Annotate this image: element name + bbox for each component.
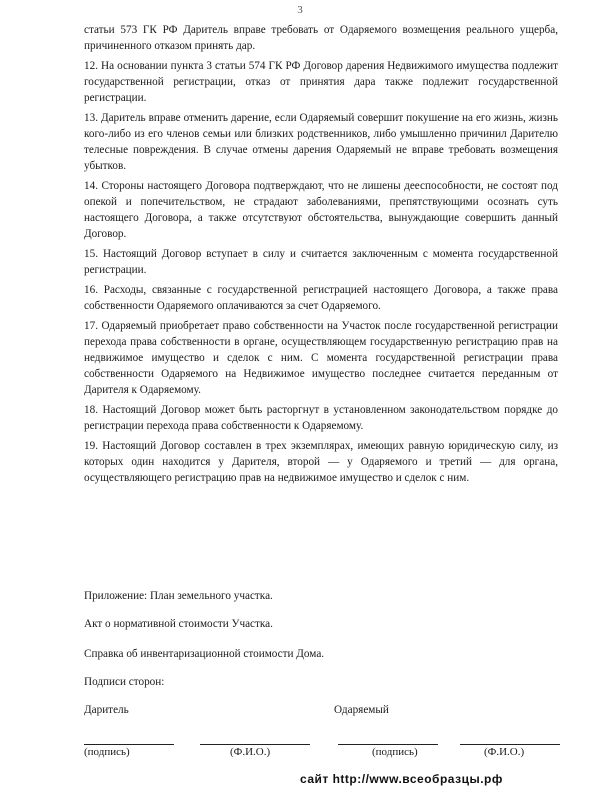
paragraph-12: 12. На основании пункта 3 статьи 574 ГК РФ Договор дарения Недвижимого имущества подлежит государственной регистрации, отказ от принятия дара также подлежит государственной регистрации. (84, 60, 558, 104)
recipient-label: Одаряемый (334, 704, 389, 716)
paragraph-15: 15. Настоящий Договор вступает в силу и считается заключенным с момента государственной регистрации. (84, 248, 558, 276)
signature-block (84, 704, 564, 764)
paragraph-17: 17. Одаряемый приобретает право собственности на Участок после государственной регистрации перехода права собственности в органе, осуществляющем государственную регистрацию прав на недвижимое имущество и сделок с ним. С момента государственной регистрации права собственности Одаряемого на Недвижимое имущество последнее считается переданным от Дарителя к Одаряемому. (84, 320, 558, 396)
paragraph-14: 14. Стороны настоящего Договора подтверждают, что не лишены дееспособности, не состоят под опекой и попечительством, не страдают заболеваниями, препятствующими осознать суть настоящего Договора, а также отсутствуют обстоятельства, вынуждающие совершить данный Договор. (84, 180, 558, 240)
paragraph-19: 19. Настоящий Договор составлен в трех экземплярах, имеющих равную юридическую силу, из которых один находится у Дарителя, второй — у Одаряемого и третий — для органа, осуществляющего регистрацию прав на недвижимое имущество и сделок с ним. (84, 440, 558, 484)
donor-signature-caption: (подпись) (84, 746, 130, 758)
paragraph-16: 16. Расходы, связанные с государственной регистрацией настоящего Договора, а также права собственности Одаряемого оплачиваются за счет Одаряемого. (84, 284, 558, 312)
recipient-signature-line (338, 744, 438, 745)
attachment-inventory-certificate: Справка об инвентаризационной стоимости Дома. (84, 648, 325, 660)
recipient-name-caption: (Ф.И.О.) (484, 746, 525, 758)
donor-label: Даритель (84, 704, 129, 716)
site-watermark: сайт http://www.всеобразцы.рф (300, 772, 503, 786)
contract-body (84, 22, 558, 490)
donor-signature-line (84, 744, 174, 745)
signatures-heading: Подписи сторон: (84, 676, 165, 688)
attachment-normative-act: Акт о нормативной стоимости Участка. (84, 618, 273, 630)
recipient-signature-caption: (подпись) (372, 746, 418, 758)
paragraph-11-continuation: статьи 573 ГК РФ Даритель вправе требовать от Одаряемого возмещения реального ущерба, причиненного отказом принять дар. (84, 24, 558, 52)
page-number: 3 (297, 4, 303, 16)
paragraph-13: 13. Даритель вправе отменить дарение, если Одаряемый совершит покушение на его жизнь, жизнь кого-либо из его членов семьи или близких родственников, либо умышленно причинил Дарителю телесные повреждения. В случае отмены дарения Одаряемый не вправе требовать возмещения убытков. (84, 112, 558, 172)
attachment-plan: Приложение: План земельного участка. (84, 590, 273, 602)
recipient-name-line (460, 744, 560, 745)
donor-name-caption: (Ф.И.О.) (230, 746, 271, 758)
donor-name-line (200, 744, 310, 745)
paragraph-18: 18. Настоящий Договор может быть расторгнут в установленном законодательством порядке до регистрации перехода права собственности к Одаряемому. (84, 404, 558, 432)
